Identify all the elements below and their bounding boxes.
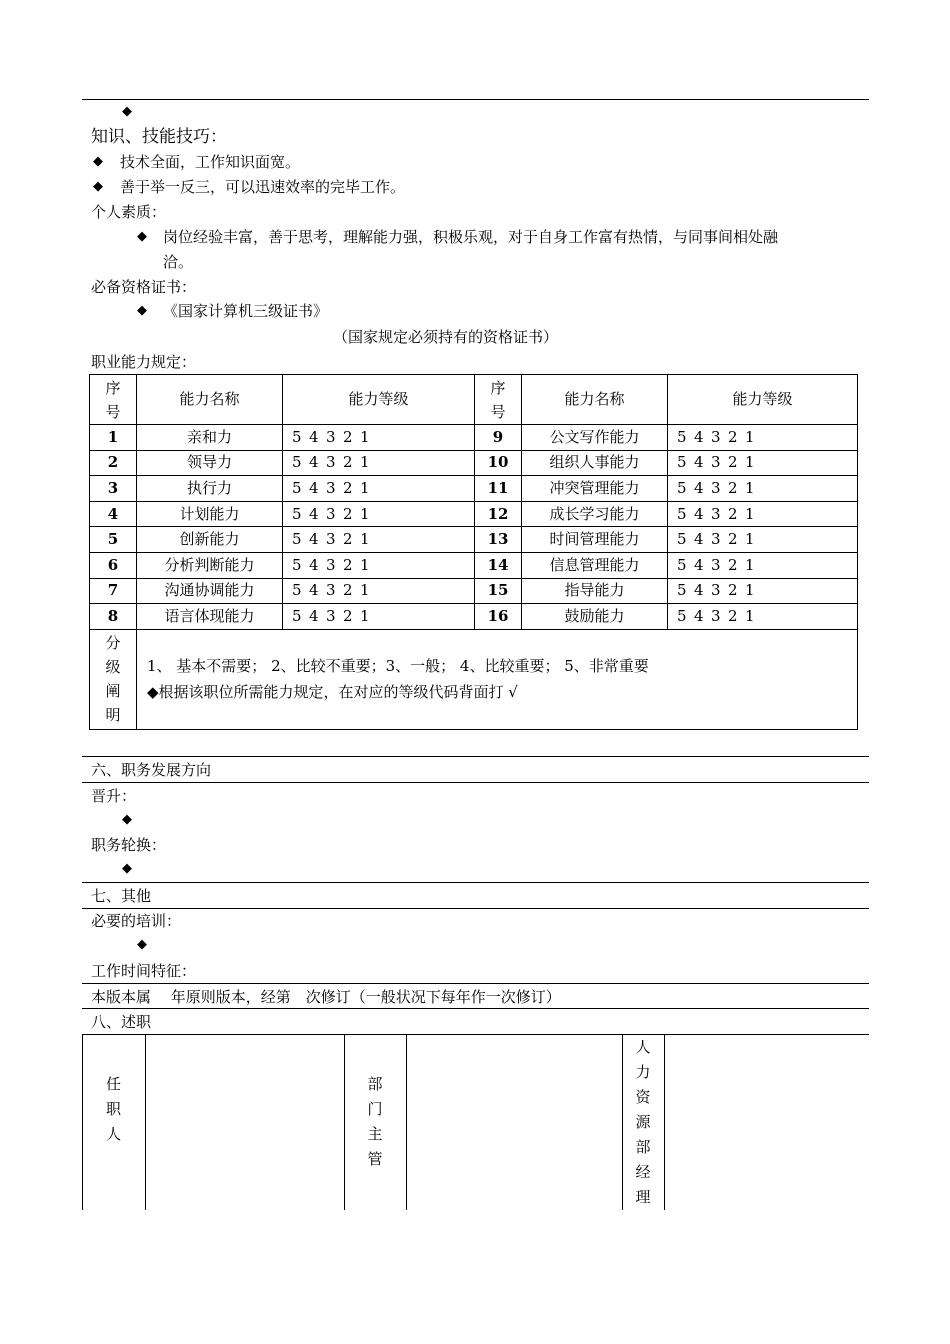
level-option[interactable]: 1 <box>360 581 370 600</box>
seq-header: 序 号 <box>90 375 137 425</box>
level-option[interactable]: 2 <box>728 606 738 625</box>
level-options[interactable] <box>283 501 475 527</box>
ability-number: 12 <box>475 501 522 527</box>
table-row <box>90 604 858 630</box>
personal-text-line2: 洽。 <box>163 253 194 271</box>
level-option[interactable]: 3 <box>711 555 721 574</box>
level-option[interactable]: 3 <box>326 478 336 497</box>
level-option[interactable]: 2 <box>343 555 353 574</box>
level-option[interactable]: 2 <box>343 606 353 625</box>
table-row <box>90 552 858 578</box>
ability-number: 5 <box>90 527 137 553</box>
incumbent-label: 任 职 人 <box>105 1075 121 1143</box>
level-option[interactable]: 2 <box>728 555 738 574</box>
ability-number: 14 <box>475 552 522 578</box>
table-row <box>90 476 858 502</box>
level-option[interactable]: 3 <box>326 606 336 625</box>
level-option[interactable]: 4 <box>694 606 704 625</box>
bullet: ◆ <box>122 812 132 827</box>
level-option[interactable]: 5 <box>292 453 302 472</box>
level-option[interactable]: 5 <box>677 427 687 446</box>
section6-title: 六、职务发展方向 <box>91 761 212 779</box>
level-option[interactable]: 2 <box>343 453 353 472</box>
level-options[interactable] <box>668 450 858 476</box>
level-option[interactable]: 2 <box>343 581 353 600</box>
level-option[interactable]: 5 <box>677 581 687 600</box>
level-options[interactable] <box>668 578 858 604</box>
ability-number: 7 <box>90 578 137 604</box>
level-options[interactable] <box>283 425 475 451</box>
level-option[interactable]: 1 <box>360 504 370 523</box>
level-option[interactable]: 4 <box>694 427 704 446</box>
level-option[interactable]: 1 <box>360 606 370 625</box>
personal-text-line1: 岗位经验丰富，善于思考，理解能力强，积极乐观，对于自身工作富有热情，与同事间相处融 <box>163 228 779 246</box>
level-option[interactable]: 3 <box>326 504 336 523</box>
level-option[interactable]: 4 <box>694 504 704 523</box>
grading-line: 1、 基本不需要； 2、比较不重要；3、一般； 4、比较重要； 5、非常重要 <box>147 657 649 676</box>
ability-name: 鼓励能力 <box>522 604 668 630</box>
ability-name: 执行力 <box>137 476 283 502</box>
certificate-item: 《国家计算机三级证书》 <box>163 302 329 320</box>
ability-heading: 职业能力规定： <box>91 353 197 371</box>
ability-number: 1 <box>90 425 137 451</box>
level-option[interactable]: 1 <box>360 478 370 497</box>
ability-number: 8 <box>90 604 137 630</box>
level-option[interactable]: 4 <box>694 530 704 549</box>
level-option[interactable]: 5 <box>292 530 302 549</box>
level-option[interactable]: 1 <box>745 606 755 625</box>
ability-name: 时间管理能力 <box>522 527 668 553</box>
knowledge-item: 技术全面，工作知识面宽。 <box>120 153 301 171</box>
signature-table <box>82 1034 869 1210</box>
level-option[interactable]: 1 <box>745 453 755 472</box>
ability-number: 9 <box>475 425 522 451</box>
grading-label: 分 级 阐 明 <box>90 629 137 729</box>
level-option[interactable]: 3 <box>711 581 721 600</box>
level-option[interactable]: 2 <box>728 504 738 523</box>
level-option[interactable]: 4 <box>309 555 319 574</box>
level-option[interactable]: 5 <box>677 478 687 497</box>
hr-manager-label: 人 力 资 源 部 经 理 <box>635 1038 651 1206</box>
ability-name: 计划能力 <box>137 501 283 527</box>
level-option[interactable]: 5 <box>677 606 687 625</box>
ability-number: 15 <box>475 578 522 604</box>
bullet: ◆ <box>137 303 147 318</box>
level-header: 能力等级 <box>668 375 858 425</box>
level-option[interactable]: 4 <box>309 581 319 600</box>
promotion-label: 晋升： <box>91 787 137 805</box>
divider <box>82 756 869 757</box>
level-option[interactable]: 1 <box>360 555 370 574</box>
ability-name: 创新能力 <box>137 527 283 553</box>
level-options[interactable] <box>668 552 858 578</box>
level-option[interactable]: 1 <box>745 530 755 549</box>
level-option[interactable]: 1 <box>360 453 370 472</box>
seq-header: 序 号 <box>475 375 522 425</box>
divider <box>82 1008 869 1009</box>
knowledge-heading: 知识、技能技巧： <box>91 127 227 147</box>
version-line: 本版本属 年原则版本，经第 次修订（一般状况下每年作一次修订） <box>91 988 561 1006</box>
level-option[interactable]: 5 <box>677 453 687 472</box>
level-options[interactable] <box>283 552 475 578</box>
bullet: ◆ <box>122 104 132 119</box>
bullet: ◆ <box>122 861 132 876</box>
level-option[interactable]: 3 <box>711 606 721 625</box>
level-options[interactable] <box>283 578 475 604</box>
knowledge-item: 善于举一反三，可以迅速效率的完毕工作。 <box>120 178 406 196</box>
ability-name: 亲和力 <box>137 425 283 451</box>
grading-text <box>137 629 858 729</box>
grading-row <box>90 629 858 729</box>
divider <box>82 983 869 984</box>
level-option[interactable]: 5 <box>292 427 302 446</box>
level-option[interactable]: 2 <box>343 504 353 523</box>
level-option[interactable]: 2 <box>728 530 738 549</box>
level-options[interactable] <box>283 476 475 502</box>
level-option[interactable]: 5 <box>292 504 302 523</box>
dept-head-label: 部 门 主 管 <box>367 1075 383 1168</box>
level-option[interactable]: 4 <box>694 453 704 472</box>
level-option[interactable]: 1 <box>745 555 755 574</box>
level-option[interactable]: 5 <box>677 555 687 574</box>
ability-name: 指导能力 <box>522 578 668 604</box>
level-option[interactable]: 3 <box>711 530 721 549</box>
level-option[interactable]: 5 <box>292 606 302 625</box>
ability-number: 13 <box>475 527 522 553</box>
table-row <box>90 450 858 476</box>
level-options[interactable] <box>668 476 858 502</box>
bullet: ◆ <box>137 937 147 952</box>
ability-name: 语言体现能力 <box>137 604 283 630</box>
level-option[interactable]: 4 <box>309 504 319 523</box>
level-option[interactable]: 2 <box>728 478 738 497</box>
incumbent-signature-field[interactable] <box>146 1034 343 1210</box>
section7-title: 七、其他 <box>91 887 152 905</box>
certificates-heading: 必备资格证书： <box>91 278 197 296</box>
ability-name: 冲突管理能力 <box>522 476 668 502</box>
ability-number: 16 <box>475 604 522 630</box>
ability-number: 11 <box>475 476 522 502</box>
ability-name: 成长学习能力 <box>522 501 668 527</box>
bullet: ◆ <box>137 229 147 244</box>
worktime-label: 工作时间特征： <box>91 962 197 980</box>
certificate-note: （国家规定必须持有的资格证书） <box>333 328 559 346</box>
level-option[interactable]: 4 <box>309 478 319 497</box>
level-option[interactable]: 3 <box>326 427 336 446</box>
divider <box>82 882 869 883</box>
level-option[interactable]: 5 <box>292 555 302 574</box>
level-option[interactable]: 2 <box>728 427 738 446</box>
level-option[interactable]: 4 <box>309 606 319 625</box>
ability-number: 4 <box>90 501 137 527</box>
ability-number: 3 <box>90 476 137 502</box>
level-options[interactable] <box>668 501 858 527</box>
level-option[interactable]: 2 <box>728 453 738 472</box>
ability-table <box>89 374 858 730</box>
level-option[interactable]: 1 <box>745 581 755 600</box>
table-row <box>90 425 858 451</box>
level-option[interactable]: 4 <box>309 453 319 472</box>
table-row <box>90 501 858 527</box>
level-option[interactable]: 3 <box>326 581 336 600</box>
dept-head-signature-field[interactable] <box>407 1034 621 1210</box>
level-option[interactable]: 1 <box>745 478 755 497</box>
level-option[interactable]: 1 <box>745 427 755 446</box>
level-options[interactable] <box>668 527 858 553</box>
level-option[interactable]: 5 <box>292 581 302 600</box>
section8-title: 八、述职 <box>91 1013 152 1031</box>
level-option[interactable]: 3 <box>326 453 336 472</box>
level-option[interactable]: 4 <box>694 478 704 497</box>
training-label: 必要的培训： <box>91 912 182 930</box>
level-option[interactable]: 4 <box>309 427 319 446</box>
level-option[interactable]: 4 <box>694 581 704 600</box>
name-header: 能力名称 <box>522 375 668 425</box>
level-options[interactable] <box>668 425 858 451</box>
rotation-label: 职务轮换： <box>91 836 167 854</box>
grading-instruction: ◆根据该职位所需能力规定，在对应的等级代码背面打 √ <box>147 683 518 702</box>
ability-name: 领导力 <box>137 450 283 476</box>
table-row <box>90 527 858 553</box>
level-options[interactable] <box>283 527 475 553</box>
level-option[interactable]: 3 <box>711 453 721 472</box>
level-option[interactable]: 3 <box>326 530 336 549</box>
level-option[interactable]: 3 <box>711 504 721 523</box>
level-option[interactable]: 4 <box>309 530 319 549</box>
level-option[interactable]: 3 <box>711 478 721 497</box>
level-option[interactable]: 2 <box>343 530 353 549</box>
level-option[interactable]: 5 <box>292 478 302 497</box>
ability-number: 6 <box>90 552 137 578</box>
level-option[interactable]: 1 <box>360 427 370 446</box>
bullet: ◆ <box>93 179 103 194</box>
level-options[interactable] <box>283 450 475 476</box>
level-option[interactable]: 1 <box>745 504 755 523</box>
table-header-row <box>90 375 858 425</box>
divider <box>82 782 869 783</box>
ability-name: 组织人事能力 <box>522 450 668 476</box>
level-option[interactable]: 2 <box>728 581 738 600</box>
bullet: ◆ <box>93 154 103 169</box>
level-option[interactable]: 3 <box>711 427 721 446</box>
table-row <box>90 578 858 604</box>
divider <box>82 99 869 100</box>
level-option[interactable]: 2 <box>343 427 353 446</box>
level-option[interactable]: 5 <box>677 530 687 549</box>
level-option[interactable]: 1 <box>360 530 370 549</box>
ability-name: 分析判断能力 <box>137 552 283 578</box>
level-options[interactable] <box>283 604 475 630</box>
name-header: 能力名称 <box>137 375 283 425</box>
personal-heading: 个人素质： <box>91 203 167 221</box>
level-option[interactable]: 2 <box>343 478 353 497</box>
level-options[interactable] <box>668 604 858 630</box>
hr-manager-signature-field[interactable] <box>665 1034 869 1210</box>
ability-name: 沟通协调能力 <box>137 578 283 604</box>
level-header: 能力等级 <box>283 375 475 425</box>
ability-number: 2 <box>90 450 137 476</box>
level-option[interactable]: 4 <box>694 555 704 574</box>
level-option[interactable]: 3 <box>326 555 336 574</box>
divider <box>82 908 869 909</box>
ability-number: 10 <box>475 450 522 476</box>
level-option[interactable]: 5 <box>677 504 687 523</box>
ability-name: 信息管理能力 <box>522 552 668 578</box>
ability-name: 公文写作能力 <box>522 425 668 451</box>
